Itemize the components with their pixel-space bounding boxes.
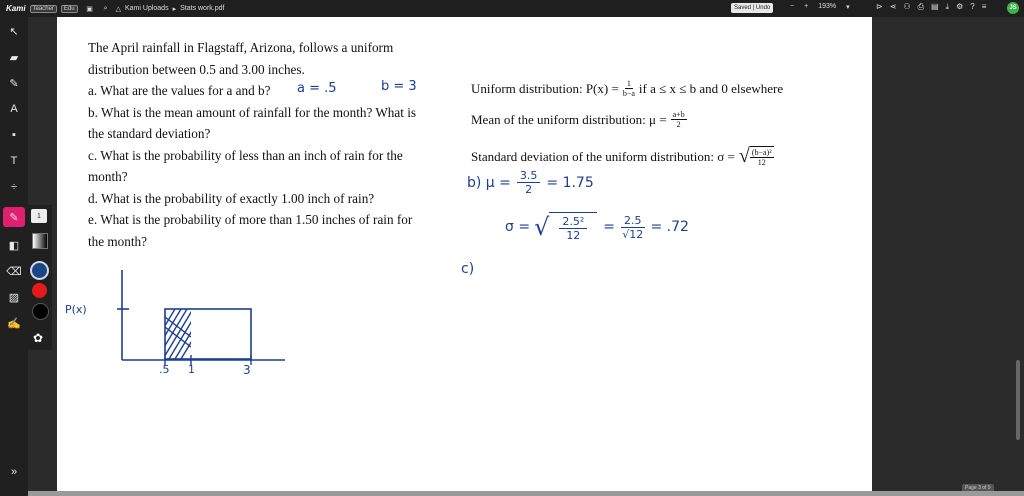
page-indicator: Page 3 of 9 [962,484,994,492]
print-icon[interactable]: ⎙ [917,2,924,11]
hw-sigma-eq: = [603,219,615,235]
sqrt-symbol: √ [738,145,750,167]
present-icon[interactable]: ⊳ [876,2,883,11]
question-a: a. What are the values for a and b? [88,83,271,98]
right-gutter [872,17,1024,496]
breadcrumb [116,5,225,13]
hw-sigma-den2: √12 [622,227,644,241]
hw-px-label: P(x) [65,303,87,316]
hw-a-value: a = .5 [297,81,337,96]
sd-formula [471,145,778,168]
mean-label: Mean of the uniform distribution: μ = [471,111,667,127]
hw-mu-fraction [517,169,541,196]
color-red-swatch[interactable] [32,283,47,298]
question-c-line2: month? [88,169,128,184]
hw-tick-label-3: 3 [243,363,251,377]
kami-logo: Kami [6,4,26,13]
uniform-formula [471,79,783,98]
mean-fraction [671,110,687,129]
drive-icon: △ [115,5,121,13]
mean-num: a+b [672,110,685,119]
uniform-fraction [623,79,635,98]
hw-sigma-num2: 2.5 [621,214,645,228]
uniform-den: b−a [622,89,635,98]
question-b-line1: b. What is the mean amount of rainfall for the month? What is [88,104,417,120]
uniform-sketch [117,267,357,392]
question-d: d. What is the probability of exactly 1.00 inch of rain? [88,190,375,206]
hw-sqrt-symbol: √ [534,213,550,241]
mean-formula [471,110,691,129]
image-icon[interactable]: ▨ [8,291,20,304]
hw-tick-label-1: 1 [188,363,195,376]
eraser-icon[interactable]: ⌫ [6,265,22,278]
hw-mu-den: 2 [525,183,533,196]
sidebar-toggle-icon[interactable]: ▣ [86,5,93,13]
help-icon[interactable]: ? [970,2,975,11]
color-blue-swatch[interactable] [32,263,47,278]
hw-mu-result: = 1.75 [546,174,594,191]
sd-den: 12 [757,158,766,167]
mean-den: 2 [676,120,681,129]
avatar[interactable]: JS [1007,2,1019,14]
zoom-controls [790,3,850,11]
shaded-region [145,309,211,359]
sd-fraction [750,146,774,167]
hw-sigma [505,212,689,242]
teacher-badge: Teacher [30,5,57,13]
text-box-icon[interactable]: T [10,155,18,167]
vertical-scrollbar[interactable] [1016,360,1020,440]
question-e-line1: e. What is the probability of more than 1.50 inches of rain for [88,212,413,227]
equation-icon[interactable]: ÷ [10,181,18,193]
sd-label: Standard deviation of the uniform distribution: σ = [471,148,735,164]
add-user-icon[interactable]: ⚇ [903,2,911,11]
chevron-down-icon[interactable]: ▾ [846,4,850,11]
palette-icon[interactable]: ✿ [33,331,44,345]
zoom-out-button[interactable]: − [790,3,795,10]
hw-sigma-result: = .72 [650,219,689,235]
hw-sigma-label: σ = [505,219,531,235]
comment-icon[interactable]: ▪ [12,129,16,141]
question-b-line2: the standard deviation? [88,126,211,141]
saved-undo-button[interactable]: Saved | Undo [731,3,773,13]
edu-badge: Edu [61,5,78,13]
text-tool-icon[interactable]: A [10,103,18,115]
horizontal-scrollbar[interactable] [28,491,1024,496]
hw-mu-label: b) μ = [467,174,511,191]
freehand-pen-icon[interactable]: ✎ [3,207,25,227]
search-icon[interactable]: ⌕ [103,4,108,12]
uniform-label: Uniform distribution: P(x) = [471,80,619,96]
hw-mu-num: 3.5 [517,169,541,183]
zoom-in-button[interactable]: + [804,3,809,10]
uniform-num: 1 [626,79,631,88]
chevron-right-icon: ▸ [172,5,177,13]
hw-sigma-den: 12 [566,229,581,242]
left-toolbar [0,17,28,496]
save-icon[interactable]: ▤ [930,2,939,11]
settings-icon[interactable]: ⚙ [956,2,964,11]
color-black-swatch[interactable] [32,303,49,320]
question-e-line2: the month? [88,233,147,249]
hw-c-label: c) [461,261,475,277]
signature-icon[interactable]: ✍ [7,317,21,330]
hw-sigma-fraction [549,212,597,242]
hw-mean [467,169,594,196]
hw-b-value: b = 3 [381,79,417,94]
download-icon[interactable]: ⤓ [945,2,950,11]
highlight-icon[interactable]: ▰ [9,51,19,64]
sd-num: (b−a)² [751,148,772,157]
problem-intro-line1: The April rainfall in Flagstaff, Arizona, follows a uniform [88,40,394,55]
shapes-icon[interactable]: ◧ [8,239,20,252]
breadcrumb-file[interactable]: Stats work.pdf [180,5,225,12]
pen-size-select[interactable]: 1 [31,209,47,223]
uniform-condition: if a ≤ x ≤ b and 0 elsewhere [638,80,784,96]
top-toolbar [0,0,1024,17]
underline-icon[interactable]: ✎ [9,77,19,90]
share-icon[interactable]: ⋖ [889,2,897,11]
problem-text [88,37,416,252]
opacity-swatch[interactable] [32,233,48,249]
toolbar-actions [876,2,986,12]
problem-intro-line2: distribution between 0.5 and 3.00 inches. [88,61,305,77]
hw-sigma-fraction2 [621,214,645,241]
hw-tick-label-05: .5 [159,363,170,376]
expand-icon[interactable]: » [10,466,18,478]
pdf-page[interactable] [57,17,872,492]
hw-sigma-num: 2.5² [559,215,587,229]
question-c-line1: c. What is the probability of less than an inch of rain for the [88,147,403,163]
zoom-level[interactable]: 193% [818,3,837,10]
breadcrumb-folder[interactable]: Kami Uploads [125,5,169,12]
menu-icon[interactable]: ≡ [981,2,987,11]
select-icon[interactable]: ↖ [9,25,19,38]
